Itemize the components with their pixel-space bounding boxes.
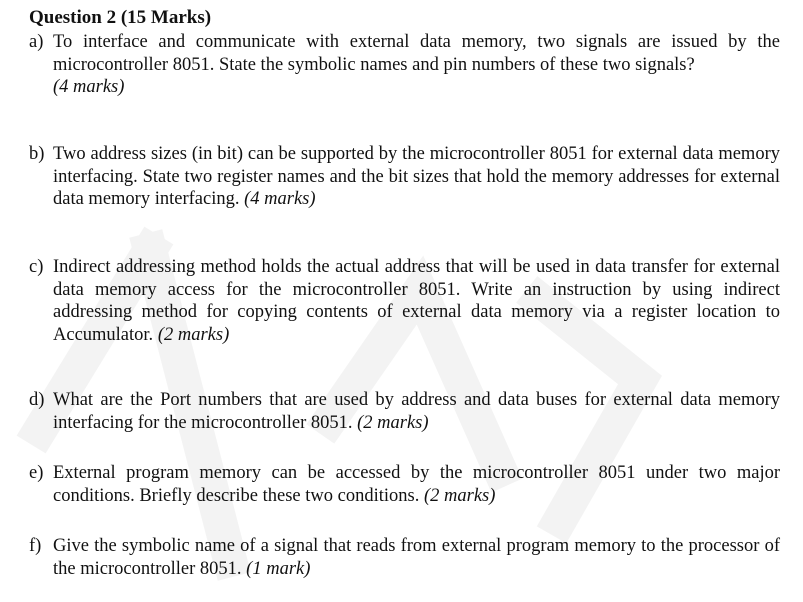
question-c (29, 256, 780, 346)
question-text: Indirect addressing method holds the actual address that will be used in data transfer for external data memory access for the microcontroller 8051. Write an instruction by using indirect addressing method for copying contents of external data memory via a register location to Accumulator. (53, 257, 780, 345)
question-f (29, 535, 780, 580)
question-d (29, 389, 780, 434)
question-marks: (2 marks) (157, 324, 230, 345)
question-letter: f) (29, 536, 42, 556)
question-text: What are the Port numbers that are used by address and data buses for external data memory interfacing for the microcontroller 8051. (53, 390, 780, 433)
question-e (29, 462, 780, 507)
question-a (29, 31, 780, 99)
question-text: To interface and communicate with external data memory, two signals are issued by the microcontroller 8051. State the symbolic names and pin numbers of these two signals? (53, 32, 780, 75)
question-text: External program memory can be accessed by the microcontroller 8051 under two major conditions. Briefly describe these two conditions. (53, 463, 780, 506)
question-letter: e) (29, 463, 44, 483)
question-marks: (4 marks) (244, 189, 316, 209)
question-marks: (2 marks) (357, 412, 429, 433)
question-letter: c) (29, 257, 44, 277)
question-title: Question 2 (15 Marks) (29, 7, 212, 28)
question-text: Give the symbolic name of a signal that reads from external program memory to the processor of the microcontroller 8051. (53, 536, 780, 579)
question-marks: (2 marks) (423, 485, 496, 506)
question-text: Two address sizes (in bit) can be supported by the microcontroller 8051 for external data memory interfacing. State two register names and the bit sizes that hold the memory addresses for external data memory interfacing. (53, 144, 780, 209)
question-letter: a) (29, 32, 44, 52)
question-marks: (1 mark) (246, 558, 311, 579)
question-letter: b) (29, 144, 45, 164)
question-b (29, 143, 780, 211)
question-letter: d) (29, 390, 45, 410)
question-marks: (4 marks) (53, 77, 125, 97)
